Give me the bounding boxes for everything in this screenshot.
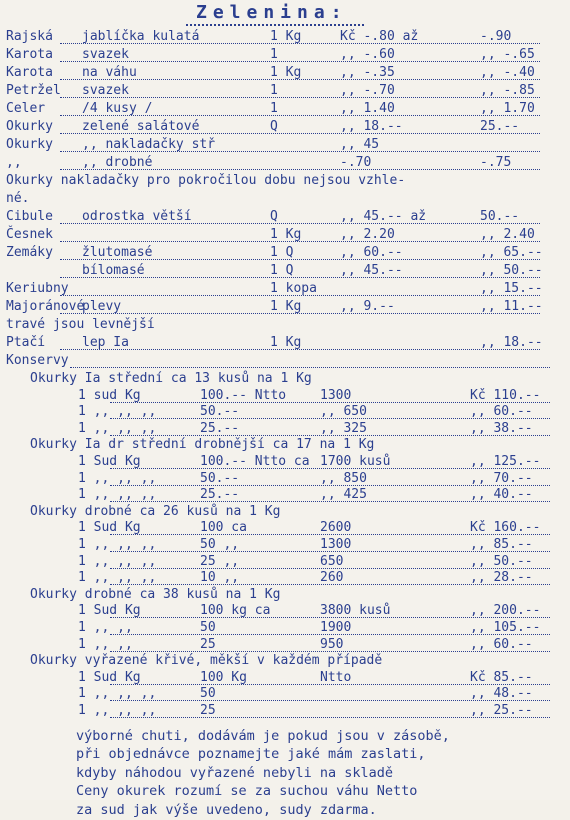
- konservy-row: [0, 636, 570, 654]
- veg-cell: -.70: [340, 155, 372, 170]
- veg-row: [0, 334, 570, 352]
- konservy-cell: ,, 105.--: [470, 620, 541, 635]
- konservy-cell: 950: [320, 636, 344, 652]
- konservy-cell: 1 ,, ,,: [78, 620, 133, 635]
- veg-row: [0, 208, 570, 226]
- konservy-cell: 25.--: [200, 487, 240, 503]
- veg-cell: Karota: [6, 65, 53, 80]
- konservy-cell: 1300: [320, 387, 352, 403]
- veg-cell: travé jsou levnější: [6, 317, 155, 332]
- veg-cell: bílomasé: [82, 263, 145, 278]
- veg-cell: Q: [270, 119, 278, 134]
- konservy-cell: ,, 50.--: [470, 553, 533, 569]
- konservy-cell: ,, 70.--: [470, 470, 533, 486]
- veg-row: [0, 262, 570, 280]
- dotted-rule: [60, 61, 540, 62]
- konservy-cell: 1 Sud Kg: [78, 603, 141, 619]
- konservy-subheading: Okurky Ia střední ca 13 kusů na 1 Kg: [30, 371, 312, 386]
- veg-row: [0, 190, 570, 208]
- konservy-row: [0, 602, 570, 620]
- konservy-cell: 1 Sud Kg: [78, 520, 141, 536]
- konservy-cell: 1 ,, ,, ,,: [78, 537, 157, 552]
- veg-cell: Okurky nakladačky pro pokročilou dobu nejsou vzhle-: [6, 173, 406, 188]
- veg-row: [0, 226, 570, 244]
- veg-cell: lep Ia: [82, 335, 129, 350]
- veg-cell: žlutomasé: [82, 245, 153, 260]
- konservy-row: [0, 669, 570, 687]
- konservy-cell: 1 ,, ,, ,,: [78, 570, 157, 586]
- dotted-rule: [60, 349, 540, 350]
- veg-row: [0, 64, 570, 82]
- veg-cell: ,, 45.--: [340, 263, 403, 278]
- veg-cell: Zemáky: [6, 245, 53, 260]
- footer-line: výborné chuti, dodávám je pokud jsou v zásobě,: [76, 727, 450, 744]
- veg-cell: 1 Kg: [270, 227, 302, 242]
- konservy-cell: ,, 200.--: [470, 603, 541, 619]
- konservy-cell: ,, 85.--: [470, 537, 533, 552]
- konservy-cell: ,, 325: [320, 420, 367, 436]
- konservy-cell: ,, 850: [320, 470, 367, 486]
- konservy-cell: ,, 40.--: [470, 487, 533, 503]
- veg-row: [0, 172, 570, 190]
- konservy-heading: [0, 352, 570, 370]
- veg-row: [0, 244, 570, 262]
- footer-line: za sud jak výše uvedeno, sudy zdarma.: [76, 801, 377, 818]
- konservy-row: [0, 619, 570, 637]
- konservy-row: [0, 503, 570, 521]
- veg-cell: Majoránové: [6, 299, 85, 314]
- konservy-cell: Kč 160.--: [470, 520, 541, 536]
- veg-cell: ,, 2.40: [480, 227, 535, 242]
- konservy-cell: ,, 25.--: [470, 703, 533, 718]
- dotted-rule: [60, 223, 540, 224]
- veg-cell: 25.--: [480, 119, 520, 134]
- veg-cell: svazek: [82, 47, 129, 62]
- veg-cell: 1 kopa: [270, 281, 317, 296]
- veg-row: [0, 28, 570, 46]
- veg-cell: ,, nakladačky stř: [82, 137, 216, 152]
- konservy-cell: 1 ,, ,, ,,: [78, 686, 157, 702]
- konservy-cell: 100 Kg: [200, 669, 247, 685]
- veg-cell: né.: [6, 191, 30, 206]
- konservy-cell: Kč 85.--: [470, 669, 533, 685]
- konservy-row: [0, 453, 570, 471]
- konservy-cell: 100.-- Ntto ca: [200, 454, 310, 469]
- dotted-rule: [60, 97, 540, 98]
- konservy-cell: ,, 60.--: [470, 636, 533, 652]
- veg-row: [0, 82, 570, 100]
- konservy-cell: 50: [200, 620, 216, 635]
- veg-cell: ,, 15.--: [480, 281, 543, 296]
- veg-cell: 1: [270, 47, 278, 62]
- veg-cell: ,, 1.40: [340, 101, 395, 116]
- konservy-cell: 25: [200, 636, 216, 652]
- konservy-cell: 50 ,,: [200, 537, 240, 552]
- veg-cell: ,, -.60: [340, 47, 395, 62]
- konservy-cell: 650: [320, 553, 344, 569]
- veg-row: [0, 136, 570, 154]
- dotted-rule: [60, 313, 540, 314]
- veg-cell: ,, -.40: [480, 65, 535, 80]
- veg-row: [0, 316, 570, 334]
- veg-cell: Okurky: [6, 137, 53, 152]
- dotted-rule: [60, 295, 540, 296]
- konservy-cell: 50: [200, 686, 216, 702]
- konservy-cell: Kč 110.--: [470, 387, 541, 403]
- veg-cell: 1: [270, 83, 278, 98]
- konservy-subheading: Okurky drobné ca 26 kusů na 1 Kg: [30, 503, 281, 519]
- veg-cell: Petržel: [6, 83, 61, 98]
- veg-cell: Celer: [6, 101, 46, 116]
- veg-cell: svazek: [82, 83, 129, 98]
- konservy-cell: ,, 60.--: [470, 404, 533, 420]
- konservy-row: [0, 370, 570, 388]
- konservy-cell: 25.--: [200, 420, 240, 436]
- konservy-row: [0, 486, 570, 504]
- konservy-cell: ,, 650: [320, 404, 367, 420]
- veg-cell: ,, 1.70: [480, 101, 535, 116]
- page-title: Zelenina:: [196, 2, 348, 23]
- veg-cell: 1 Q: [270, 245, 294, 260]
- veg-cell: -.75: [480, 155, 512, 170]
- veg-cell: -.90: [480, 29, 512, 44]
- veg-cell: zelené salátové: [82, 119, 200, 134]
- konservy-subheading: Okurky drobné ca 38 kusů na 1 Kg: [30, 586, 281, 602]
- veg-row: [0, 154, 570, 172]
- veg-row: [0, 280, 570, 298]
- konservy-cell: ,, 48.--: [470, 686, 533, 702]
- veg-cell: ,, 50.--: [480, 263, 543, 278]
- konservy-cell: 25: [200, 703, 216, 718]
- footer-line: Ceny okurek rozumí se za suchou váhu Netto: [76, 783, 418, 800]
- veg-cell: 1 Kg: [270, 299, 302, 314]
- konservy-cell: 100.-- Ntto: [200, 387, 287, 403]
- konservy-cell: 50.--: [200, 404, 240, 420]
- dotted-rule: [60, 241, 540, 242]
- konservy-cell: ,, 38.--: [470, 420, 533, 436]
- konservy-cell: ,, 125.--: [470, 454, 541, 469]
- dotted-rule: [60, 259, 540, 260]
- veg-cell: ,, 18.--: [340, 119, 403, 134]
- veg-cell: Ptačí: [6, 335, 46, 350]
- dotted-rule: [60, 43, 540, 44]
- konservy-cell: 3800 kusů: [320, 603, 391, 619]
- konservy-row: [0, 519, 570, 537]
- veg-cell: Rajská: [6, 29, 53, 44]
- konservy-cell: ,, 28.--: [470, 570, 533, 586]
- veg-cell: Keriubny: [6, 281, 69, 296]
- veg-cell: 1 Kg: [270, 335, 302, 350]
- konservy-row: [0, 569, 570, 587]
- konservy-row: [0, 403, 570, 421]
- veg-cell: na váhu: [82, 65, 137, 80]
- veg-cell: ,, 45: [340, 137, 380, 152]
- veg-row: [0, 100, 570, 118]
- veg-row: [0, 118, 570, 136]
- dotted-rule: [60, 79, 540, 80]
- dotted-rule: [60, 133, 540, 134]
- veg-cell: ,, -.35: [340, 65, 395, 80]
- title-underline: [186, 24, 364, 26]
- konservy-cell: 1 Sud Kg: [78, 669, 141, 685]
- veg-cell: 50.--: [480, 209, 520, 224]
- veg-cell: ,, 60.--: [340, 245, 403, 260]
- konservy-cell: 50.--: [200, 470, 240, 486]
- konservy-cell: 25 ,,: [200, 553, 240, 569]
- veg-cell: ,, 2.20: [340, 227, 395, 242]
- veg-cell: 1 Kg: [270, 29, 302, 44]
- konservy-row: [0, 436, 570, 454]
- konservy-row: [0, 470, 570, 488]
- veg-cell: Q: [270, 209, 278, 224]
- veg-cell: jablíčka kulatá: [82, 29, 200, 44]
- footer-line: při objednávce poznamejte jaké mám zaslati,: [76, 746, 426, 763]
- dotted-rule: [70, 367, 550, 368]
- veg-cell: 1 Q: [270, 263, 294, 278]
- veg-cell: ,, 18.--: [480, 335, 543, 350]
- veg-cell: Cibule: [6, 209, 53, 224]
- konservy-subheading: Okurky vyřazené křivé, měkší v každém případě: [30, 653, 383, 669]
- konservy-cell: 100 ca: [200, 520, 247, 536]
- veg-cell: ,, 65.--: [480, 245, 543, 260]
- konservy-cell: 1900: [320, 620, 352, 635]
- veg-cell: 1: [270, 101, 278, 116]
- konservy-cell: Ntto: [320, 669, 352, 685]
- veg-cell: ,, -.65: [480, 47, 535, 62]
- konservy-cell: 1 ,, ,, ,,: [78, 470, 157, 486]
- veg-cell: Kč -.80 až: [340, 29, 419, 44]
- veg-cell: ,, 11.--: [480, 299, 543, 314]
- footer-line: kdyby náhodou vyřazené nebyli na skladě: [76, 764, 393, 781]
- veg-cell: ,, -.85: [480, 83, 535, 98]
- konservy-row: [0, 685, 570, 703]
- konservy-cell: 1 ,, ,, ,,: [78, 404, 157, 420]
- veg-row: [0, 46, 570, 64]
- veg-cell: ,, 9.--: [340, 299, 395, 314]
- konservy-cell: 1700 kusů: [320, 454, 391, 469]
- konservy-cell: 1 ,, ,, ,,: [78, 553, 157, 569]
- dotted-rule: [60, 151, 540, 152]
- konservy-cell: 2600: [320, 520, 352, 536]
- veg-cell: 1 Kg: [270, 65, 302, 80]
- konservy-cell: 1 sud Kg: [78, 387, 141, 403]
- veg-cell: plevy: [82, 299, 122, 314]
- konservy-row: [0, 702, 570, 720]
- konservy-cell: 10 ,,: [200, 570, 240, 586]
- veg-cell: odrostka větší: [82, 209, 192, 224]
- konservy-row: [0, 387, 570, 405]
- konservy-cell: 100 kg ca: [200, 603, 271, 619]
- konservy-row: [0, 420, 570, 438]
- konservy-row: [0, 536, 570, 554]
- veg-cell: ,, -.70: [340, 83, 395, 98]
- konservy-subheading: Okurky Ia dr střední drobnější ca 17 na 1 Kg: [30, 437, 375, 453]
- konservy-row: [0, 652, 570, 670]
- dotted-rule: [60, 115, 540, 116]
- konservy-cell: 1300: [320, 537, 352, 552]
- veg-cell: ,, drobné: [82, 155, 153, 170]
- konservy-label: Konservy: [6, 353, 69, 368]
- konservy-cell: 1 ,, ,,: [78, 636, 133, 652]
- konservy-cell: 1 ,, ,, ,,: [78, 420, 157, 436]
- dotted-rule: [60, 169, 540, 170]
- veg-cell: Česnek: [6, 227, 53, 242]
- veg-row: [0, 298, 570, 316]
- konservy-cell: 1 ,, ,, ,,: [78, 487, 157, 503]
- konservy-cell: 260: [320, 570, 344, 586]
- konservy-cell: 1 ,, ,, ,,: [78, 703, 157, 718]
- veg-cell: Okurky: [6, 119, 53, 134]
- konservy-row: [0, 586, 570, 604]
- konservy-cell: ,, 425: [320, 487, 367, 503]
- veg-cell: /4 kusy /: [82, 101, 153, 116]
- veg-cell: Karota: [6, 47, 53, 62]
- veg-cell: ,, 45.-- až: [340, 209, 427, 224]
- dotted-rule: [60, 277, 540, 278]
- konservy-cell: 1 Sud Kg: [78, 454, 141, 469]
- dotted-rule: [110, 717, 550, 718]
- veg-cell: ,,: [6, 155, 22, 170]
- konservy-row: [0, 553, 570, 571]
